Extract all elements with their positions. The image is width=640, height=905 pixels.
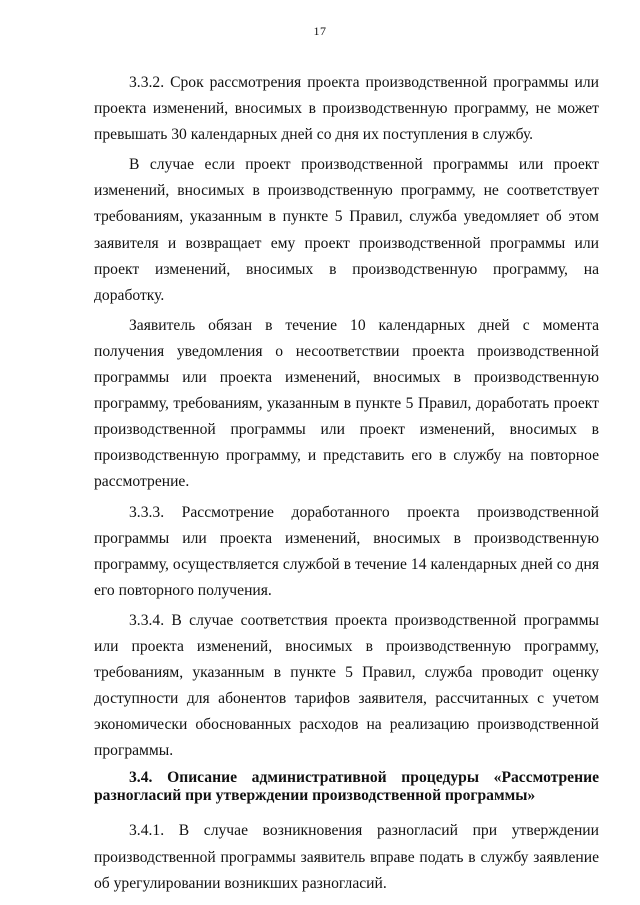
paragraph-3-3-3: 3.3.3. Рассмотрение доработанного проекта производственной программы или проекта изменений, вносимых в производственную программу, осуществляется службой в течение 14 календарных дней со дня его повторного получения.: [94, 503, 599, 599]
paragraph-3-4-1: 3.4.1. В случае возникновения разногласий при утверждении производственной программы заявитель вправе подать в службу заявление об урегулировании возникших разногласий.: [94, 822, 599, 892]
paragraph-3-3-4: 3.3.4. В случае соответствия проекта производственной программы или проекта изменений, вносимых в производственную программу, требованиям, указанным в пункте 5 Правил, служба проводит оценку доступности для абонентов тарифов заявителя, рассчитанных с учетом экономически обоснованных расходов на реализацию производственной программы.: [94, 611, 599, 760]
paragraph-3-3-2: 3.3.2. Срок рассмотрения проекта производственной программы или проекта изменений, вносимых в производственную программу, не может превышать 30 календарных дней со дня их поступления в службу.: [94, 74, 599, 144]
document-body: [94, 70, 599, 901]
section-heading-3-4: 3.4. Описание административной процедуры «Рассмотрение разногласий при утверждении производственной программы»: [94, 769, 599, 805]
paragraph-applicant-obligation: Заявитель обязан в течение 10 календарных дней с момента получения уведомления о несоответствии проекта производственной программы или проекта изменений, вносимых в производственную программу, требованиям, указанным в пункте 5 Правил, доработать проект производственной программы или проект изменений, вносимых в производственную программу, и представить его в службу на повторное рассмотрение.: [94, 316, 599, 491]
paragraph-nonconformity-notice: В случае если проект производственной программы или проект изменений, вносимых в производственную программу, не соответствует требованиям, указанным в пункте 5 Правил, служба уведомляет об этом заявителя и возвращает ему проект производственной программы или проект изменений, вносимых в производственную программу, на доработку.: [94, 156, 599, 304]
page-number: 17: [313, 24, 327, 38]
